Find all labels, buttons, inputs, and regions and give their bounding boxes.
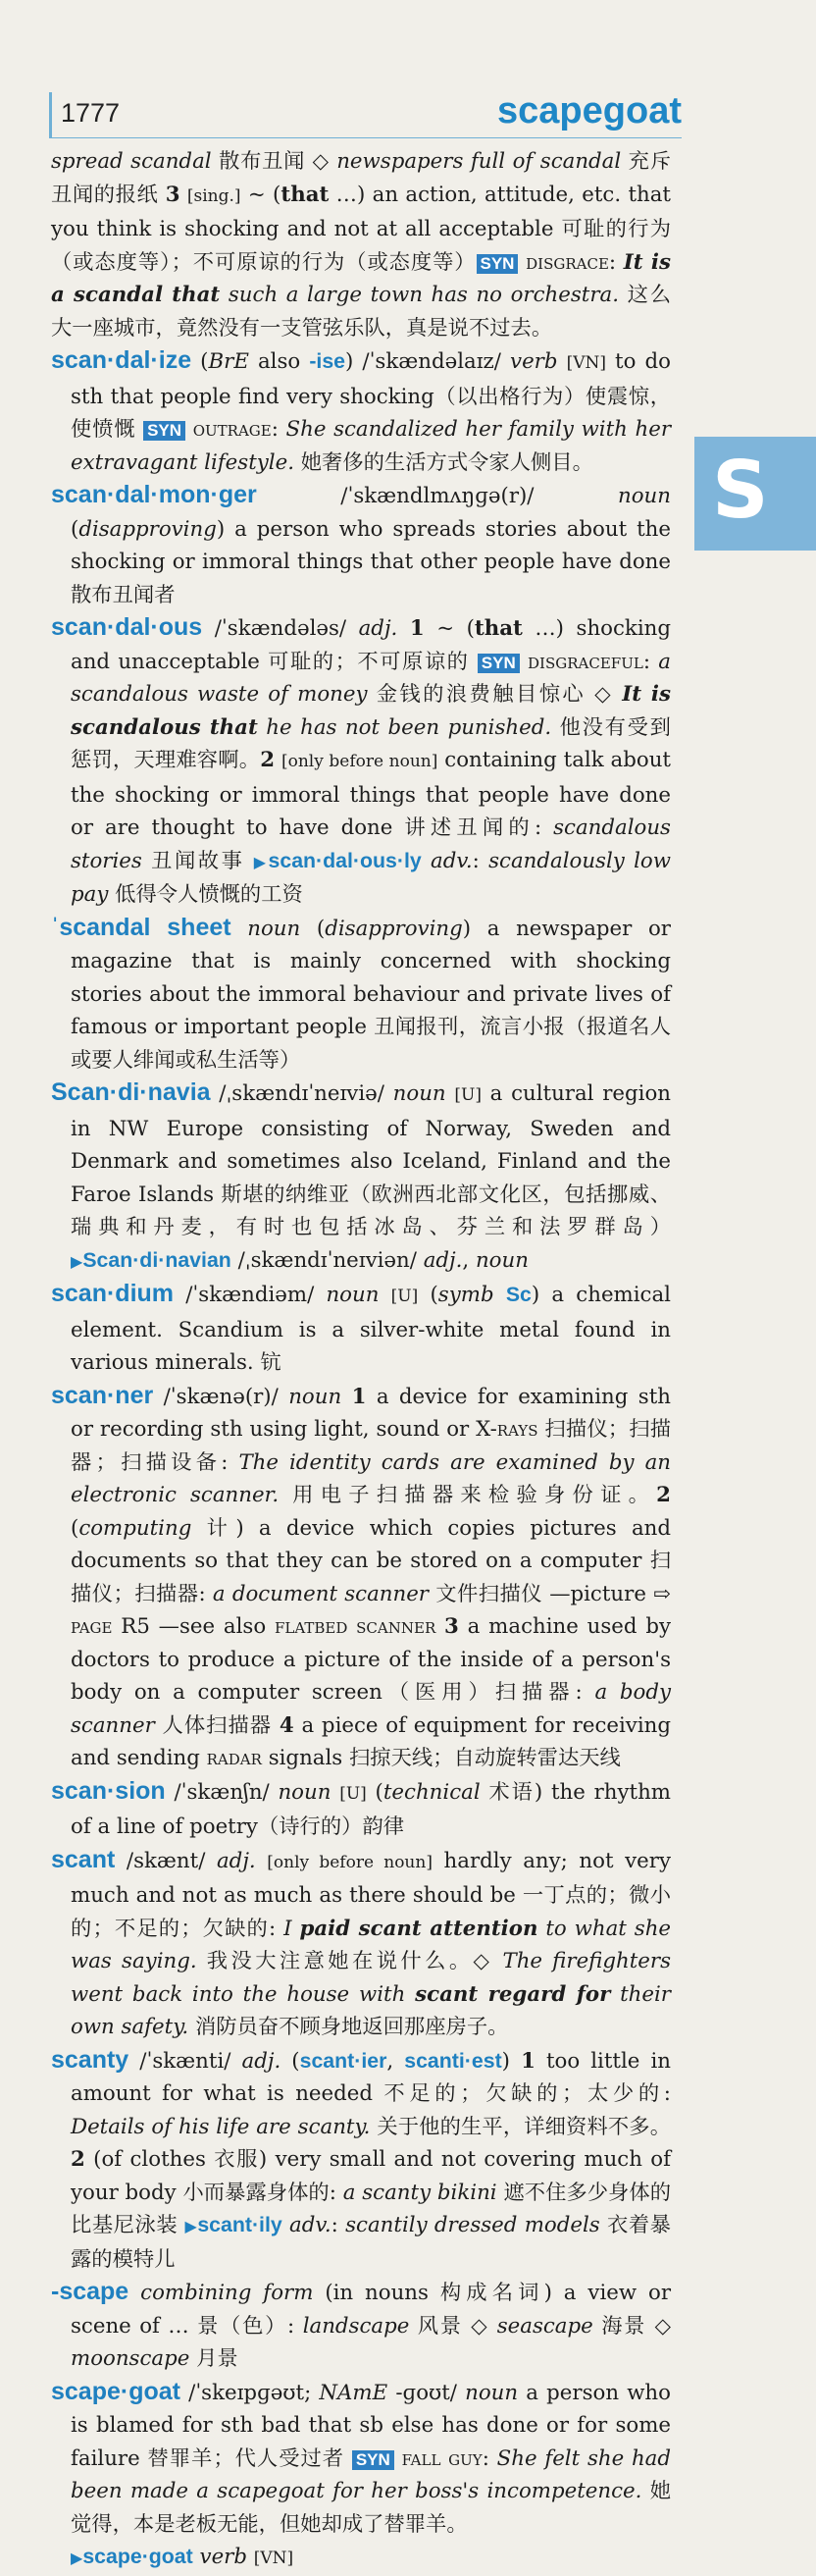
entry-scandal-sheet: ˈscandal sheet noun (disapproving) a newspaper or magazine that is mainly concerned with shocking stories about the immoral behaviour and private lives of famous or important people 丑闻报刊，流言小报（报道名人或要人绯闻或私生活等）: [51, 913, 671, 1073]
entry-scanner: scan·ner /ˈskænə(r)/ noun 1 a device for examining sth or recording sth using light, sound or X-rays 扫描仪；扫描器；扫描设备: The identity cards are examined by an electronic scanner. 用电子扫描器来检验身份证。2 (computing 计) a device which copies pictures and documents so that they can be stored on a computer 扫描仪；扫描器: a document scanner 文件扫描仪 —picture ⇨ page R5 —see also flatbed scanner 3 a machine used by doctors to produce a picture of the inside of a person's body on a computer screen（医用）扫描器: a body scanner 人体扫描器 4 a piece of equipment for receiving and sending radar signals 扫掠天线；自动旋转雷达天线: [51, 1381, 672, 1770]
page-number: 1777: [61, 98, 121, 128]
entry-scant: scant /skænt/ adj. [only before noun] hardly any; not very much and not as much as there should be 一丁点的；微小的；不足的；欠缺的: I paid scant attention to what she was saying. 我没大注意她在说什么。◇ The firefighters went back into the house with scant regard for their own safety. 消防员奋不顾身地返回那座房子。: [51, 1845, 672, 2039]
entries-column: [51, 145, 671, 2576]
entry-scanty: scanty /ˈskænti/ adj. (scant·ier, scanti·est) 1 too little in amount for what is needed 不足的；欠缺的；太少的: Details of his life are scanty. 关于他的生平，详细资料不多。2 (of clothes 衣服) very small and not covering much of your body 小而暴露身体的: a scanty bikini 遮不住多少身体的比基尼泳装 ▶scant·ily adv.: scantily dressed models 衣着暴露的模特儿: [51, 2045, 671, 2272]
header-rule: [49, 92, 52, 137]
guide-word: scapegoat: [497, 90, 682, 131]
entry-scandinavia: Scan·di·navia /ˌskændɪˈneɪviə/ noun [U] a cultural region in NW Europe consisting of Norway, Sweden and Denmark and sometimes also Iceland, Finland and the Faroe Islands 斯堪的纳维亚（欧洲西北部文化区，包括挪威、瑞典和丹麦，有时也包括冰岛、芬兰和法罗群岛）▶Scan·di·navian /ˌskændɪˈneɪviən/ adj., noun: [51, 1078, 671, 1273]
page-header: [49, 90, 682, 138]
entry-scansion: scan·sion /ˈskænʃn/ noun [U] (technical 术语) the rhythm of a line of poetry（诗行的）韵律: [51, 1776, 671, 1839]
entry-scapegoat: scape·goat /ˈskeɪpɡəʊt; NAmE -ɡoʊt/ noun a person who is blamed for sth bad that sb else has done or for some failure 替罪羊；代人受过者 SYN fall guy: She felt she had been made a scapegoat for her boss's incompetence. 她觉得，本是老板无能，但她却成了替罪羊。 ▶scape·goat verb [VN]: [51, 2377, 671, 2569]
entry-scape: -scape combining form (in nouns 构成名词) a view or scene of … 景（色）: landscape 风景 ◇ seascape 海景 ◇ moonscape 月景: [51, 2278, 671, 2371]
thumb-index-letter: S: [712, 445, 769, 536]
entry-scandium: scan·dium /ˈskændiəm/ noun [U] (symb Sc) a chemical element. Scandium is a silver-white metal found in various minerals. 钪: [51, 1280, 671, 1375]
entry-scandalmonger: scan·dal·mon·ger /ˈskændlmʌŋɡə(r)/ noun (disapproving) a person who spreads stories about the shocking or immoral things that other people have done 散布丑闻者: [51, 481, 671, 607]
entry-scandal-continued: spread scandal 散布丑闻 ◇ newspapers full of scandal 充斥丑闻的报纸 3 [sing.] ~ (that …) an action, attitude, etc. that you think is shocking and not at all acceptable 可耻的行为（或态度等）；不可原谅的行为（或态度等） SYN disgrace: It is a scandal that such a large town has no orchestra. 这么大一座城市，竟然没有一支管弦乐队，真是说不过去。: [51, 149, 671, 341]
thumb-index-tab: [694, 437, 816, 551]
entry-scandalize: scan·dal·ize (BrE also -ise) /ˈskændəlaɪz/ verb [VN] to do sth that people find very shocking（以出格行为）使震惊，使愤慨 SYN outrage: She scandalized her family with her extravagant lifestyle. 她奢侈的生活方式令家人侧目。: [51, 346, 671, 475]
entry-scandalous: scan·dal·ous /ˈskændələs/ adj. 1 ~ (that …) shocking and unacceptable 可耻的；不可原谅的 SYN disgraceful: a scandalous waste of money 金钱的浪费触目惊心 ◇ It is scandalous that he has not been punished. 他没有受到惩罚，天理难容啊。2 [only before noun] containing talk about the shocking or immoral things that people have done or are thought to have done 讲述丑闻的: scandalous stories 丑闻故事 ▶scan·dal·ous·ly adv.: scandalously low pay 低得令人愤慨的工资: [51, 613, 671, 907]
